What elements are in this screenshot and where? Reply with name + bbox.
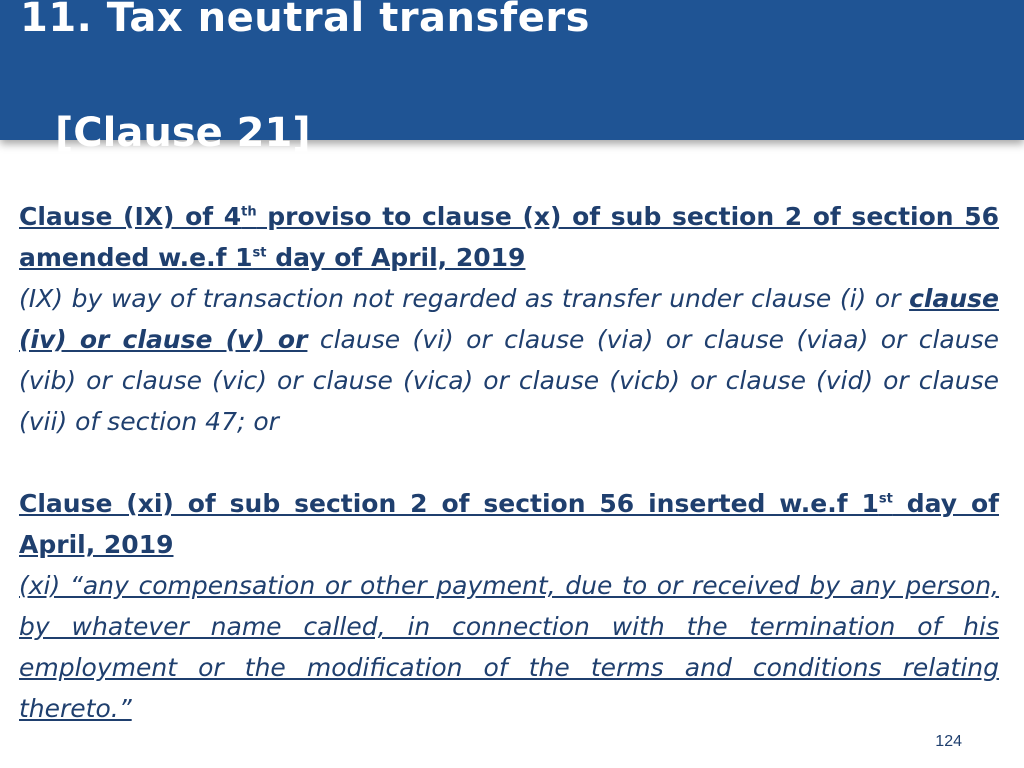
ordinal-suffix: st	[252, 245, 267, 261]
ordinal-suffix: st	[878, 491, 893, 507]
heading-text: Clause (xi) of sub section 2 of section 56 inserted w.e.f 1	[19, 489, 879, 518]
body-text: clause (vi) or clause (via) or clause (viaa) or clause (vib) or clause (vic) or clause (vica) or clause (vicb) or clause (vid) or clause (vii) of section 47; or	[19, 325, 999, 436]
header-area	[0, 0, 1024, 158]
section2-heading	[19, 483, 999, 565]
emphasized-text: clause (iv) or clause (v) or	[19, 284, 999, 354]
section2-body: (xi) “any compensation or other payment, due to or received by any person, by whatever name called, in connection with the termination of his employment or the modification of the terms and conditions relating thereto.”	[19, 571, 999, 723]
slide-title: 11. Tax neutral transfers	[20, 0, 590, 41]
slide-body	[19, 196, 999, 729]
page-number: 124	[935, 733, 962, 750]
heading-text: proviso to clause (x) of sub section 2 of section 56 amended w.e.f 1	[19, 202, 1000, 272]
section1-heading	[19, 196, 999, 278]
section1-body	[19, 278, 999, 442]
slide-title-clause: [Clause 21]	[55, 110, 311, 156]
heading-text: Clause (IX) of 4	[19, 202, 242, 231]
body-text: (IX) by way of transaction not regarded as transfer under clause (i) or	[19, 284, 910, 313]
ordinal-suffix: th	[241, 204, 257, 220]
spacer	[19, 442, 999, 483]
heading-text: day of April, 2019	[19, 489, 999, 559]
heading-text: day of April, 2019	[266, 243, 526, 272]
